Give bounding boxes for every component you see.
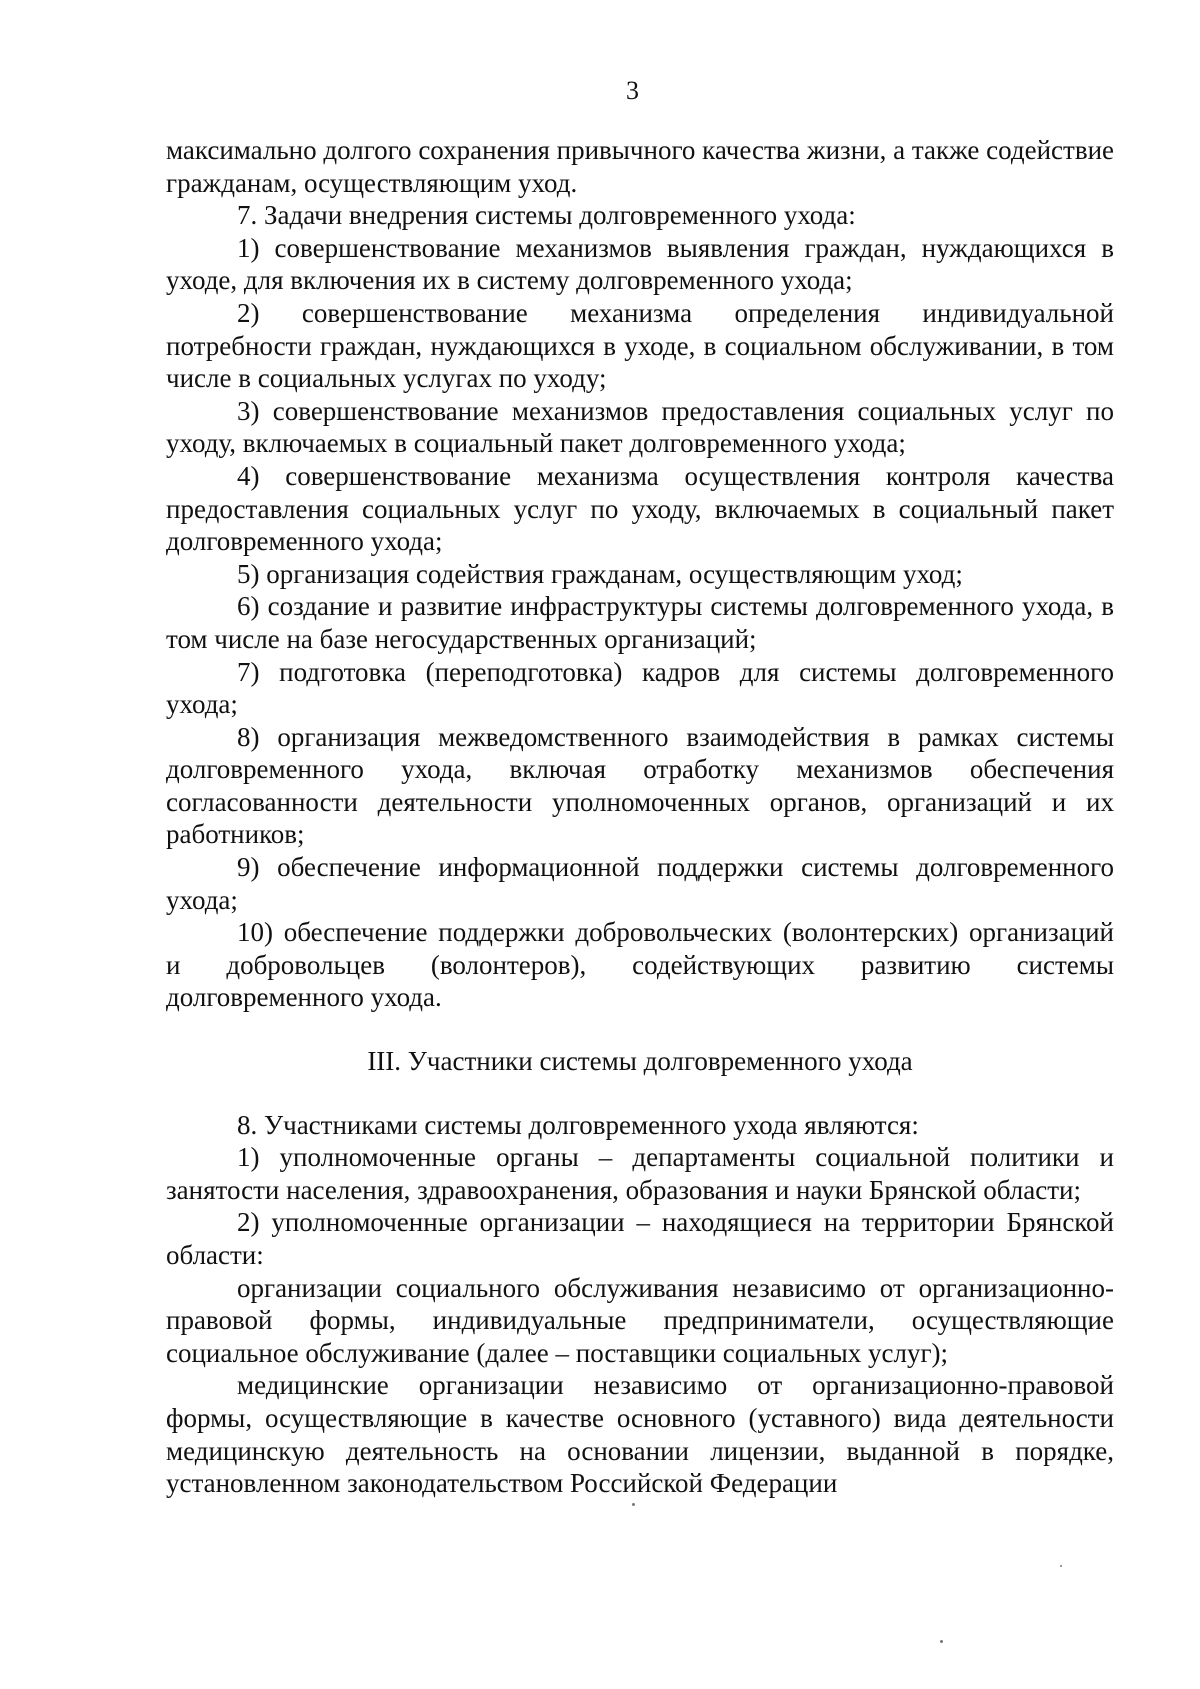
paragraph: максимально долгого сохранения привычного качества жизни, а также содействие гражданам, осуществляющим уход.: [166, 135, 1114, 198]
paragraph: 10) обеспечение поддержки добровольческих (волонтерских) организаций и добровольцев (волонтеров), содействующих развитию системы долговременного ухода.: [166, 917, 1114, 1013]
paragraph: организации социального обслуживания независимо от организационно-правовой формы, индивидуальные предприниматели, осуществляющие социальное обслуживание (далее – поставщики социальных услуг);: [166, 1272, 1114, 1368]
paragraph: 6) создание и развитие инфраструктуры системы долговременного ухода, в том числе на базе негосударственных организаций;: [166, 591, 1114, 654]
paragraph: 3) совершенствование механизмов предоставления социальных услуг по уходу, включаемых в социальный пакет долговременного ухода;: [166, 395, 1114, 459]
paragraph: 2) совершенствование механизма определения индивидуальной потребности граждан, нуждающихся в уходе, в социальном обслуживании, в том числе в социальных услугах по уходу;: [166, 297, 1114, 394]
paragraph: 1) уполномоченные органы – департаменты социальной политики и занятости населения, здравоохранения, образования и науки Брянской области;: [166, 1142, 1114, 1205]
paragraph: 8. Участниками системы долговременного ухода являются:: [237, 1109, 919, 1140]
paragraph: 7) подготовка (переподготовка) кадров для системы долговременного ухода;: [166, 656, 1114, 720]
scan-speck: [940, 1640, 943, 1643]
paragraph: 5) организация содействия гражданам, осуществляющим уход;: [237, 558, 963, 589]
section-heading: III. Участники системы долговременного ухода: [367, 1046, 913, 1077]
paragraph: 8) организация межведомственного взаимодействия в рамках системы долговременного ухода, включая отработку механизмов обеспечения согласованности деятельности уполномоченных органов, организаций и их работников;: [166, 721, 1114, 850]
paragraph: медицинские организации независимо от организационно-правовой формы, осуществляющие в качестве основного (уставного) вида деятельности медицинскую деятельность на основании лицензии, выданной в порядке, установленном законодательством Российской Федерации: [166, 1370, 1114, 1499]
scan-speck: [632, 1503, 635, 1506]
paragraphs-after: [166, 1109, 1114, 1500]
paragraph: 2) уполномоченные организации – находящиеся на территории Брянской области:: [166, 1207, 1114, 1270]
paragraph: 9) обеспечение информационной поддержки системы долговременного ухода;: [166, 852, 1114, 915]
scan-speck: [1060, 1565, 1062, 1567]
paragraph: 4) совершенствование механизма осуществления контроля качества предоставления социальных услуг по уходу, включаемых в социальный пакет долговременного ухода;: [166, 460, 1114, 557]
document-body: [166, 134, 1114, 1500]
paragraph: 7. Задачи внедрения системы долговременного ухода:: [237, 200, 856, 231]
paragraphs-before: [166, 134, 1114, 1014]
page-number: 3: [626, 76, 639, 105]
paragraph: 1) совершенствование механизмов выявления граждан, нуждающихся в уходе, для включения их в систему долговременного ухода;: [166, 232, 1114, 296]
